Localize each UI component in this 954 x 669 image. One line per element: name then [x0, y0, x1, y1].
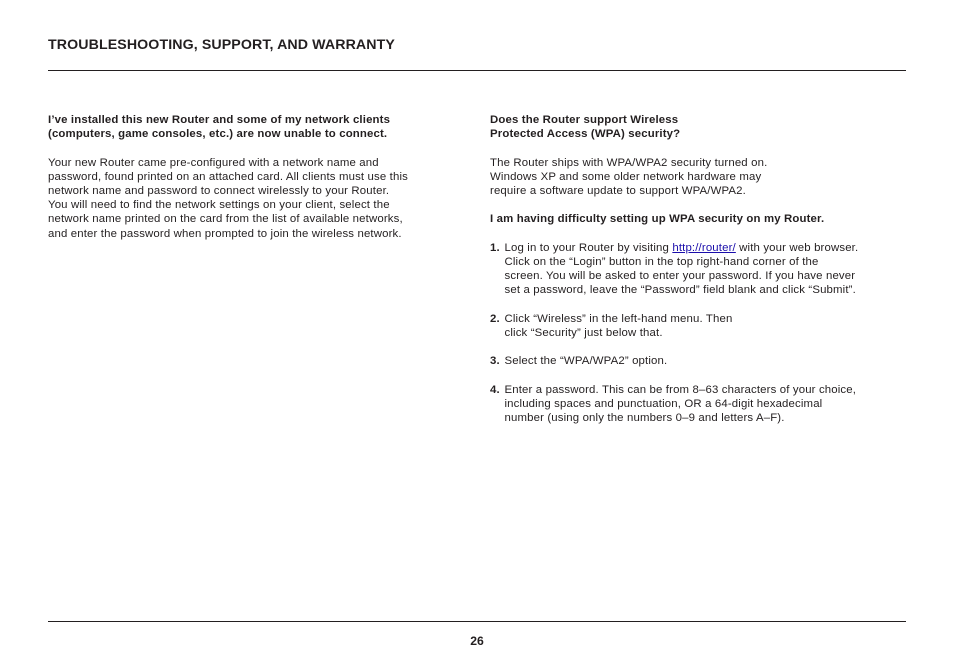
- answer-line: The Router ships with WPA/WPA2 security turned on.: [490, 156, 768, 169]
- step-line: Click “Wireless” in the left-hand menu. Then: [504, 312, 733, 325]
- step-line: including spaces and punctuation, OR a 64-digit hexadecimal: [504, 397, 823, 410]
- footer-rule: [48, 621, 906, 622]
- step-number: 4.: [490, 383, 500, 396]
- question-line: Does the Router support Wireless: [490, 114, 679, 126]
- step-text: with your web browser.: [735, 241, 859, 254]
- header-rule: [48, 70, 906, 71]
- answer-wpa: [490, 156, 910, 199]
- step-number: 3.: [490, 355, 500, 368]
- page-header-title: TROUBLESHOOTING, SUPPORT, AND WARRANTY: [48, 37, 395, 53]
- answer-line: and enter the password when prompted to join the wireless network.: [48, 227, 402, 240]
- subheading-line: I am having difficulty setting up WPA security on my Router.: [490, 213, 825, 226]
- step-4: [490, 383, 910, 426]
- step-line: number (using only the numbers 0–9 and letters A–F).: [504, 412, 785, 425]
- question-line: Protected Access (WPA) security?: [490, 128, 681, 141]
- answer-line: require a software update to support WPA/WPA2.: [490, 185, 746, 197]
- answer-line: network name and password to connect wirelessly to your Router.: [48, 185, 390, 197]
- step-text: Log in to your Router by visiting: [504, 241, 673, 254]
- right-column: [490, 113, 910, 440]
- question-connect: [48, 113, 468, 141]
- page-number: 26: [470, 634, 484, 648]
- answer-line: Windows XP and some older network hardware may: [490, 170, 762, 183]
- answer-line: Your new Router came pre-configured with a network name and: [48, 156, 379, 169]
- step-3: [490, 354, 910, 368]
- left-column: [48, 113, 468, 255]
- step-line: set a password, leave the “Password” field blank and click “Submit”.: [504, 284, 856, 297]
- answer-line: network name printed on the card from the list of available networks,: [48, 213, 403, 226]
- step-line: [505, 241, 911, 255]
- answer-line: password, found printed on an attached card. All clients must use this: [48, 170, 409, 183]
- step-number: 1.: [490, 241, 500, 254]
- question-wpa: [490, 113, 910, 141]
- question-line: I’ve installed this new Router and some of my network clients: [48, 114, 391, 126]
- step-line: Click on the “Login” button in the top right-hand corner of the: [504, 255, 819, 268]
- step-1: [490, 241, 910, 298]
- step-line: Select the “WPA/WPA2” option.: [504, 355, 668, 368]
- wpa-difficulty-subheading: [490, 212, 910, 226]
- question-line: (computers, game consoles, etc.) are now unable to connect.: [48, 128, 388, 141]
- step-line: screen. You will be asked to enter your password. If you have never: [504, 270, 856, 283]
- step-2: [490, 312, 910, 340]
- step-number: 2.: [490, 312, 500, 325]
- answer-connect: [48, 156, 468, 241]
- router-url-link[interactable]: http://router/: [672, 241, 736, 254]
- step-line: click “Security” just below that.: [504, 326, 663, 339]
- answer-line: You will need to find the network settings on your client, select the: [48, 199, 390, 212]
- step-line: Enter a password. This can be from 8–63 characters of your choice,: [504, 383, 857, 396]
